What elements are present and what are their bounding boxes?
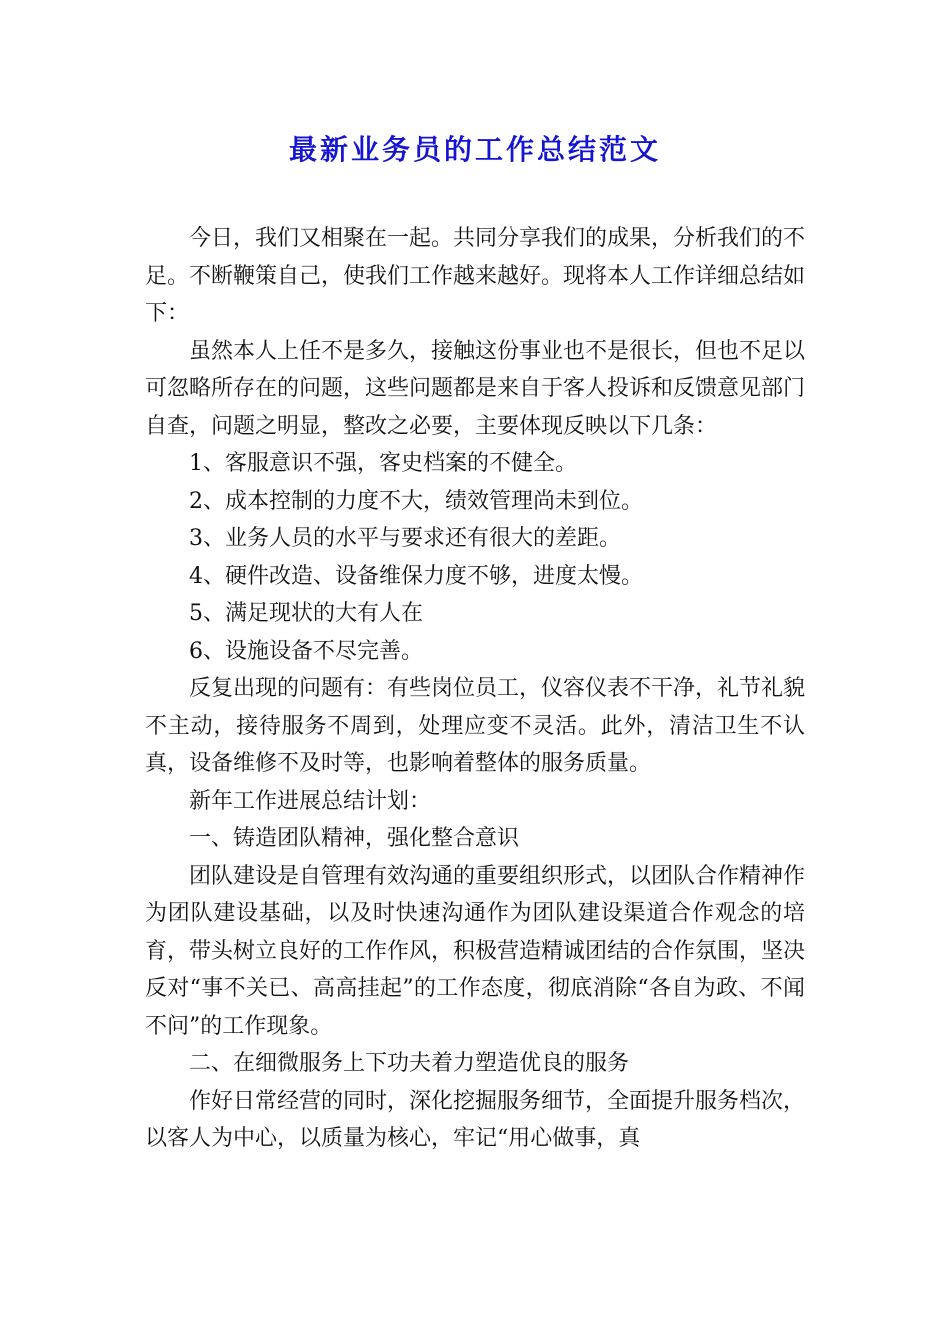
section-heading-2: 二、在细微服务上下功夫着力塑造优良的服务 — [189, 1051, 630, 1076]
section-heading-1: 一、铸造团队精神，强化整合意识 — [189, 826, 520, 851]
paragraph-recurring-issues: 反复出现的问题有：有些岗位员工，仪容仪表不干净，礼节礼貌不主动，接待服务不周到，处理应变不灵活。此外，清洁卫生不认真，设备维修不及时等，也影响着整体的服务质量。 — [145, 676, 806, 776]
list-item-4: 4、硬件改造、设备维保力度不够，进度太慢。 — [189, 563, 643, 589]
paragraph-service-details: 作好日常经营的同时，深化挖掘服务细节，全面提升服务档次，以客人为中心，以质量为核心，牢记“用心做事，真 — [145, 1088, 806, 1151]
document-title: 最新业务员的工作总结范文 — [288, 133, 661, 166]
list-item-5: 5、满足现状的大有人在 — [189, 601, 423, 626]
list-item-6: 6、设施设备不尽完善。 — [189, 638, 423, 664]
paragraph-plan-heading: 新年工作进展总结计划： — [189, 788, 432, 814]
list-item-3: 3、业务人员的水平与要求还有很大的差距。 — [189, 526, 621, 551]
list-item-2: 2、成本控制的力度不大，绩效管理尚未到位。 — [189, 488, 643, 514]
paragraph-intro: 今日，我们又相聚在一起。共同分享我们的成果，分析我们的不足。不断鞭策自己，使我们工作越来越好。现将本人工作详细总结如下： — [145, 226, 806, 326]
list-item-1: 1、客服意识不强，客史档案的不健全。 — [189, 451, 577, 476]
document-body — [145, 220, 805, 1158]
paragraph-problems-overview: 虽然本人上任不是多久，接触这份事业也不是很长，但也不足以可忽略所存在的问题，这些问题都是来自于客人投诉和反馈意见部门自查，问题之明显，整改之必要，主要体现反映以下几条： — [145, 338, 806, 439]
paragraph-team-building: 团队建设是自管理有效沟通的重要组织形式，以团队合作精神作为团队建设基础，以及时快速沟通作为团队建设渠道合作观念的培育，带头树立良好的工作作风，积极营造精诚团结的合作氛围，坚决反对“事不关已、高高挂起”的工作态度，彻底消除“各自为政、不闻不问”的工作现象。 — [145, 863, 806, 1039]
